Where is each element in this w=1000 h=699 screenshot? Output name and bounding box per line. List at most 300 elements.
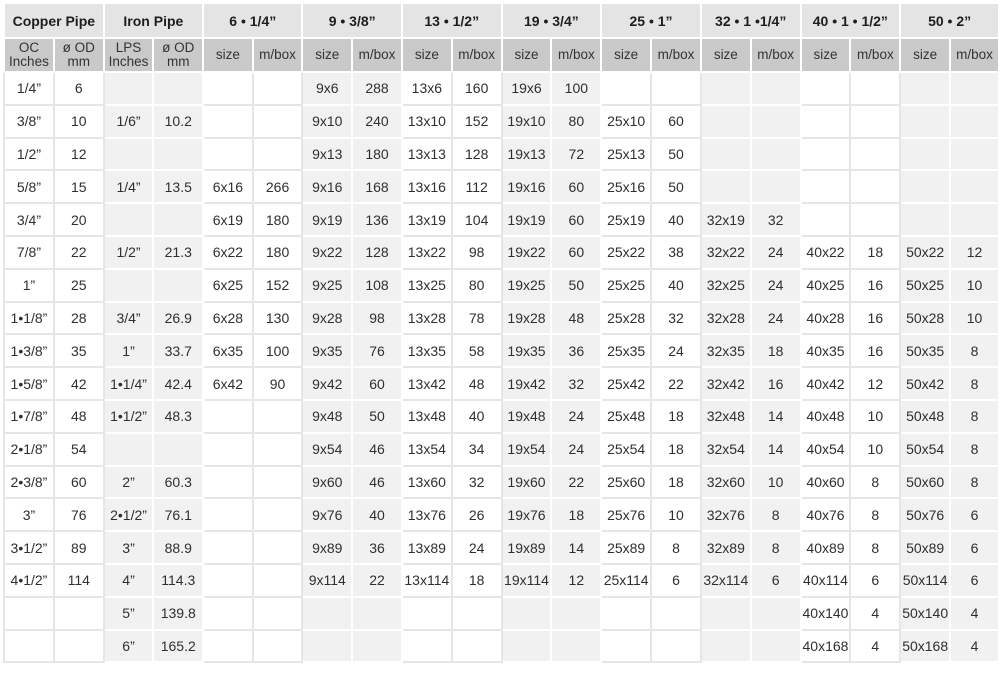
table-cell: 9x89 — [302, 531, 352, 564]
table-cell: 40 — [651, 203, 701, 236]
table-cell: 6 — [850, 564, 900, 597]
pipe-size-table-wrapper — [3, 2, 1000, 663]
table-cell: 9x16 — [302, 170, 352, 203]
table-cell: 16 — [850, 302, 900, 335]
table-cell: 25x42 — [601, 367, 651, 400]
table-cell: 100 — [253, 334, 303, 367]
table-cell: 12 — [850, 367, 900, 400]
table-cell: 25x48 — [601, 400, 651, 433]
table-cell — [900, 138, 950, 171]
table-cell: 19x16 — [502, 170, 552, 203]
table-cell: 8 — [950, 400, 999, 433]
table-cell: 13x16 — [402, 170, 452, 203]
table-cell: 13x22 — [402, 236, 452, 269]
table-cell — [651, 72, 701, 105]
table-row — [4, 531, 999, 564]
table-cell: 6x28 — [203, 302, 253, 335]
table-cell: 19x114 — [502, 564, 552, 597]
sub-header-line-1: OC — [18, 40, 40, 55]
table-cell: 19x76 — [502, 498, 552, 531]
table-cell: 32x76 — [701, 498, 751, 531]
table-row — [4, 72, 999, 105]
table-cell: 4 — [950, 630, 999, 663]
table-cell: 24 — [551, 400, 601, 433]
table-cell — [203, 466, 253, 499]
sub-header-line-1: size — [713, 47, 738, 62]
table-row — [4, 334, 999, 367]
table-cell: 18 — [452, 564, 502, 597]
table-cell: 152 — [452, 105, 502, 138]
table-cell — [4, 597, 54, 630]
table-cell — [253, 597, 303, 630]
table-cell: 6x19 — [203, 203, 253, 236]
table-cell — [801, 105, 851, 138]
table-cell: 24 — [751, 236, 801, 269]
table-cell: 10 — [751, 466, 801, 499]
table-cell — [153, 269, 203, 302]
table-cell: 1•7/8” — [4, 400, 54, 433]
table-row — [4, 367, 999, 400]
table-cell: 40 — [651, 269, 701, 302]
table-row — [4, 302, 999, 335]
table-row — [4, 466, 999, 499]
table-cell — [302, 597, 352, 630]
table-cell: 32x89 — [701, 531, 751, 564]
table-cell: 25x60 — [601, 466, 651, 499]
table-cell: 13x19 — [402, 203, 452, 236]
table-cell: 60 — [551, 236, 601, 269]
table-cell: 4” — [104, 564, 154, 597]
table-cell: 4•1/2” — [4, 564, 54, 597]
table-row — [4, 400, 999, 433]
table-cell — [253, 72, 303, 105]
table-cell: 10 — [950, 302, 999, 335]
group-header: 40 • 1 • 1/2” — [801, 3, 901, 38]
sub-header-line-1: size — [813, 47, 838, 62]
table-cell: 1/4” — [104, 170, 154, 203]
table-cell: 2•1/2” — [104, 498, 154, 531]
table-cell — [452, 630, 502, 663]
table-cell: 19x22 — [502, 236, 552, 269]
table-cell: 240 — [352, 105, 402, 138]
table-cell — [54, 597, 104, 630]
table-cell: 7/8” — [4, 236, 54, 269]
table-cell: 16 — [751, 367, 801, 400]
table-cell — [402, 597, 452, 630]
table-cell: 19x13 — [502, 138, 552, 171]
table-cell — [751, 105, 801, 138]
table-cell: 8 — [850, 466, 900, 499]
table-cell — [402, 630, 452, 663]
table-cell: 10 — [651, 498, 701, 531]
table-cell — [104, 203, 154, 236]
table-cell: 48 — [54, 400, 104, 433]
table-cell — [203, 400, 253, 433]
group-header: 50 • 2” — [900, 3, 999, 38]
sub-header — [4, 38, 54, 72]
table-row — [4, 433, 999, 466]
table-cell: 128 — [452, 138, 502, 171]
table-cell: 24 — [651, 334, 701, 367]
table-cell: 22 — [54, 236, 104, 269]
table-cell: 60 — [352, 367, 402, 400]
table-cell: 13x28 — [402, 302, 452, 335]
table-cell: 16 — [850, 334, 900, 367]
table-cell: 40x54 — [801, 433, 851, 466]
table-cell: 24 — [751, 302, 801, 335]
table-cell — [551, 630, 601, 663]
table-cell: 33.7 — [153, 334, 203, 367]
table-cell: 80 — [452, 269, 502, 302]
table-cell — [950, 105, 999, 138]
table-row — [4, 236, 999, 269]
sub-header — [104, 38, 154, 72]
table-cell: 19x35 — [502, 334, 552, 367]
sub-header-line-1: m/box — [856, 47, 894, 62]
table-cell: 50x25 — [900, 269, 950, 302]
table-cell: 19x89 — [502, 531, 552, 564]
table-cell: 98 — [352, 302, 402, 335]
table-cell: 36 — [551, 334, 601, 367]
table-cell — [153, 433, 203, 466]
table-cell: 50x114 — [900, 564, 950, 597]
table-cell — [253, 105, 303, 138]
table-cell: 19x54 — [502, 433, 552, 466]
table-cell: 13x60 — [402, 466, 452, 499]
table-cell — [104, 433, 154, 466]
table-cell: 1•3/8” — [4, 334, 54, 367]
table-cell: 130 — [253, 302, 303, 335]
table-row — [4, 138, 999, 171]
table-cell — [701, 138, 751, 171]
table-cell — [751, 597, 801, 630]
table-cell: 1/6” — [104, 105, 154, 138]
table-cell: 32x19 — [701, 203, 751, 236]
table-cell — [203, 498, 253, 531]
table-cell — [302, 630, 352, 663]
table-cell: 40x22 — [801, 236, 851, 269]
table-row — [4, 170, 999, 203]
table-cell: 6 — [751, 564, 801, 597]
table-cell: 8 — [850, 498, 900, 531]
sub-header-line-1: size — [913, 47, 938, 62]
table-row — [4, 498, 999, 531]
table-cell: 50x60 — [900, 466, 950, 499]
sub-header-line-1: m/box — [358, 47, 396, 62]
table-cell: 40x76 — [801, 498, 851, 531]
table-cell — [701, 72, 751, 105]
table-cell — [601, 72, 651, 105]
table-cell: 25x10 — [601, 105, 651, 138]
table-cell: 25x89 — [601, 531, 651, 564]
table-cell: 18 — [651, 466, 701, 499]
table-cell: 76 — [352, 334, 402, 367]
table-cell: 9x25 — [302, 269, 352, 302]
table-body — [4, 72, 999, 662]
table-cell: 152 — [253, 269, 303, 302]
table-cell: 14 — [751, 400, 801, 433]
table-cell — [751, 170, 801, 203]
table-cell: 9x19 — [302, 203, 352, 236]
table-cell: 1•5/8” — [4, 367, 54, 400]
table-cell — [850, 138, 900, 171]
table-cell: 25x54 — [601, 433, 651, 466]
table-cell: 136 — [352, 203, 402, 236]
sub-header-line-1: m/box — [259, 47, 296, 62]
table-cell: 32 — [751, 203, 801, 236]
table-cell — [701, 170, 751, 203]
table-cell: 1/2” — [4, 138, 54, 171]
table-cell: 2” — [104, 466, 154, 499]
table-cell: 114 — [54, 564, 104, 597]
table-cell: 26 — [452, 498, 502, 531]
table-cell: 6 — [651, 564, 701, 597]
sub-header — [801, 38, 851, 72]
table-cell: 24 — [751, 269, 801, 302]
table-cell: 19x42 — [502, 367, 552, 400]
table-cell: 19x60 — [502, 466, 552, 499]
table-cell — [601, 630, 651, 663]
table-cell — [950, 203, 999, 236]
table-cell: 13x35 — [402, 334, 452, 367]
table-cell: 3•1/2” — [4, 531, 54, 564]
sub-header-line-1: size — [414, 47, 439, 62]
table-cell — [601, 597, 651, 630]
table-cell: 18 — [551, 498, 601, 531]
table-cell — [950, 72, 999, 105]
sub-header-line-2: mm — [167, 54, 190, 69]
table-cell: 60 — [551, 203, 601, 236]
sub-header-line-1: size — [514, 47, 539, 62]
table-cell: 13x25 — [402, 269, 452, 302]
table-cell: 76 — [54, 498, 104, 531]
table-cell: 24 — [452, 531, 502, 564]
table-cell — [203, 531, 253, 564]
table-cell — [4, 630, 54, 663]
table-cell: 6x35 — [203, 334, 253, 367]
table-cell: 42.4 — [153, 367, 203, 400]
table-cell: 25x35 — [601, 334, 651, 367]
table-cell: 8 — [950, 433, 999, 466]
table-cell: 160 — [452, 72, 502, 105]
table-cell: 12 — [950, 236, 999, 269]
table-cell — [502, 597, 552, 630]
table-cell: 90 — [253, 367, 303, 400]
table-cell: 19x48 — [502, 400, 552, 433]
table-cell: 40x89 — [801, 531, 851, 564]
table-cell: 40x35 — [801, 334, 851, 367]
group-header: Copper Pipe — [4, 3, 104, 38]
table-cell: 6x25 — [203, 269, 253, 302]
table-cell: 13x114 — [402, 564, 452, 597]
table-cell: 50x54 — [900, 433, 950, 466]
table-cell: 104 — [452, 203, 502, 236]
table-cell: 180 — [352, 138, 402, 171]
table-cell: 19x25 — [502, 269, 552, 302]
table-cell — [850, 170, 900, 203]
sub-header-line-1: m/box — [657, 47, 695, 62]
table-cell: 20 — [54, 203, 104, 236]
group-header: 19 • 3/4” — [502, 3, 602, 38]
table-cell: 25x25 — [601, 269, 651, 302]
table-cell: 72 — [551, 138, 601, 171]
table-cell — [153, 138, 203, 171]
table-cell: 6 — [950, 531, 999, 564]
table-cell: 10.2 — [153, 105, 203, 138]
table-cell: 40x42 — [801, 367, 851, 400]
table-cell: 8 — [950, 367, 999, 400]
table-cell: 50x89 — [900, 531, 950, 564]
table-cell: 19x6 — [502, 72, 552, 105]
table-cell: 3” — [104, 531, 154, 564]
table-cell: 50 — [651, 170, 701, 203]
sub-header-line-1: size — [315, 47, 340, 62]
table-cell: 9x48 — [302, 400, 352, 433]
table-cell: 50x140 — [900, 597, 950, 630]
table-cell: 80 — [551, 105, 601, 138]
table-cell: 50x42 — [900, 367, 950, 400]
sub-header-line-1: m/box — [956, 47, 993, 62]
table-cell — [352, 597, 402, 630]
table-cell: 15 — [54, 170, 104, 203]
sub-header-line-1: m/box — [757, 47, 795, 62]
group-header: Iron Pipe — [104, 3, 203, 38]
table-cell: 9x13 — [302, 138, 352, 171]
table-cell — [551, 597, 601, 630]
table-cell: 50 — [651, 138, 701, 171]
table-cell — [701, 597, 751, 630]
table-cell: 28 — [54, 302, 104, 335]
table-cell: 40x168 — [801, 630, 851, 663]
sub-header — [402, 38, 452, 72]
sub-header — [850, 38, 900, 72]
table-cell — [104, 72, 154, 105]
sub-header — [950, 38, 999, 72]
table-cell: 38 — [651, 236, 701, 269]
table-cell: 12 — [54, 138, 104, 171]
table-cell: 21.3 — [153, 236, 203, 269]
table-cell — [253, 564, 303, 597]
sub-header — [651, 38, 701, 72]
table-cell — [801, 203, 851, 236]
table-cell — [253, 630, 303, 663]
table-cell: 1/2” — [104, 236, 154, 269]
table-cell: 114.3 — [153, 564, 203, 597]
table-cell: 32 — [452, 466, 502, 499]
table-cell — [253, 138, 303, 171]
table-cell — [751, 72, 801, 105]
table-cell: 40 — [452, 400, 502, 433]
table-cell: 9x28 — [302, 302, 352, 335]
table-cell: 9x114 — [302, 564, 352, 597]
table-cell: 6” — [104, 630, 154, 663]
table-cell: 50x168 — [900, 630, 950, 663]
table-cell: 22 — [551, 466, 601, 499]
group-header-row — [4, 3, 999, 38]
table-row — [4, 564, 999, 597]
table-cell: 25x114 — [601, 564, 651, 597]
table-cell: 14 — [751, 433, 801, 466]
table-cell — [651, 597, 701, 630]
table-cell — [850, 203, 900, 236]
table-cell: 18 — [751, 334, 801, 367]
table-cell: 76.1 — [153, 498, 203, 531]
table-cell — [203, 72, 253, 105]
table-cell — [253, 433, 303, 466]
table-cell: 6 — [950, 564, 999, 597]
table-cell: 22 — [352, 564, 402, 597]
table-row — [4, 630, 999, 663]
sub-header-line-1: LPS — [115, 40, 142, 55]
table-cell — [651, 630, 701, 663]
table-cell: 32x54 — [701, 433, 751, 466]
table-cell: 32x28 — [701, 302, 751, 335]
table-cell — [253, 400, 303, 433]
table-cell: 2•3/8” — [4, 466, 54, 499]
sub-header — [452, 38, 502, 72]
sub-header — [751, 38, 801, 72]
table-cell — [203, 105, 253, 138]
table-cell: 6x16 — [203, 170, 253, 203]
table-cell: 9x60 — [302, 466, 352, 499]
table-cell: 168 — [352, 170, 402, 203]
sub-header — [54, 38, 104, 72]
table-cell: 10 — [54, 105, 104, 138]
table-cell: 48.3 — [153, 400, 203, 433]
sub-header — [153, 38, 203, 72]
table-cell: 25x28 — [601, 302, 651, 335]
table-cell — [203, 433, 253, 466]
table-cell: 13x10 — [402, 105, 452, 138]
table-cell: 60 — [651, 105, 701, 138]
table-cell: 40x48 — [801, 400, 851, 433]
table-cell: 18 — [651, 400, 701, 433]
table-cell: 9x35 — [302, 334, 352, 367]
table-cell — [203, 630, 253, 663]
table-cell: 8 — [850, 531, 900, 564]
sub-header — [203, 38, 253, 72]
table-cell: 32x42 — [701, 367, 751, 400]
table-cell — [104, 138, 154, 171]
table-row — [4, 105, 999, 138]
table-cell: 50 — [551, 269, 601, 302]
table-cell — [900, 203, 950, 236]
table-cell: 19x10 — [502, 105, 552, 138]
table-cell: 180 — [253, 203, 303, 236]
table-cell: 9x42 — [302, 367, 352, 400]
table-cell: 50x35 — [900, 334, 950, 367]
table-cell — [54, 630, 104, 663]
table-cell: 42 — [54, 367, 104, 400]
table-cell: 40 — [352, 498, 402, 531]
table-cell — [452, 597, 502, 630]
table-cell — [153, 72, 203, 105]
table-cell — [203, 138, 253, 171]
table-cell: 5” — [104, 597, 154, 630]
table-cell: 25x19 — [601, 203, 651, 236]
table-cell: 9x6 — [302, 72, 352, 105]
table-cell: 112 — [452, 170, 502, 203]
table-cell — [203, 597, 253, 630]
table-cell: 6x42 — [203, 367, 253, 400]
table-cell: 13x6 — [402, 72, 452, 105]
table-cell: 50x28 — [900, 302, 950, 335]
pipe-size-table — [3, 2, 1000, 663]
sub-header-line-1: m/box — [557, 47, 595, 62]
table-cell: 50 — [352, 400, 402, 433]
table-cell: 100 — [551, 72, 601, 105]
table-cell: 1” — [4, 269, 54, 302]
